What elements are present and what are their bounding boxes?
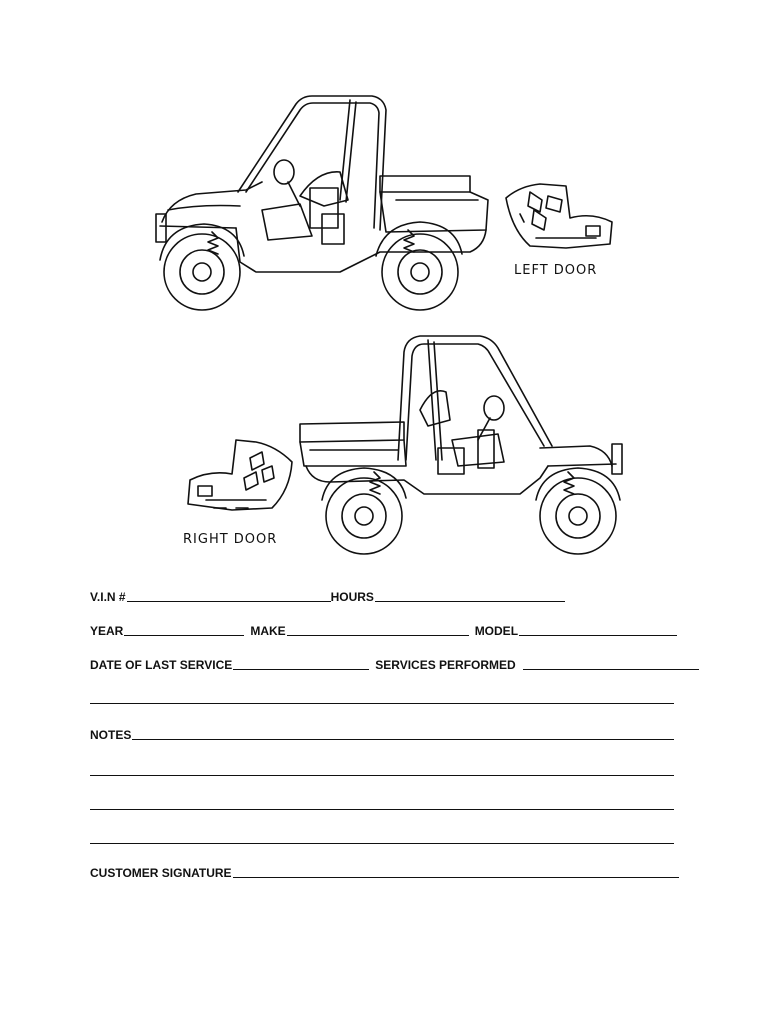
- hours-label: HOURS: [330, 590, 374, 604]
- last-service-field[interactable]: [233, 656, 369, 670]
- services-performed-label: SERVICES PERFORMED: [375, 658, 516, 672]
- model-label: MODEL: [474, 624, 519, 638]
- year-field[interactable]: [124, 622, 244, 636]
- notes-field-2[interactable]: [90, 762, 674, 776]
- make-label: MAKE: [250, 624, 286, 638]
- signature-label: CUSTOMER SIGNATURE: [90, 866, 232, 880]
- services-performed-field[interactable]: [523, 656, 699, 670]
- utv-right-side-view: [300, 336, 622, 554]
- right-door-label: RIGHT DOOR: [183, 532, 278, 547]
- model-field[interactable]: [519, 622, 677, 636]
- hours-field[interactable]: [375, 588, 565, 602]
- services-continuation-field[interactable]: [90, 690, 674, 704]
- vin-label: V.I.N #: [90, 590, 126, 604]
- notes-line-4: [90, 830, 674, 846]
- year-make-model-row: [90, 622, 677, 638]
- notes-row: [90, 726, 674, 742]
- services-continuation-row: [90, 690, 674, 706]
- signature-row: [90, 864, 679, 880]
- notes-line-3: [90, 796, 674, 812]
- vin-hours-row: [90, 588, 565, 604]
- utv-left-side-view: [156, 96, 488, 310]
- last-service-label: DATE OF LAST SERVICE: [90, 658, 233, 672]
- service-row: [90, 656, 699, 672]
- notes-line-2: [90, 762, 674, 778]
- signature-field[interactable]: [233, 864, 679, 878]
- notes-field-3[interactable]: [90, 796, 674, 810]
- left-door-label: LEFT DOOR: [514, 263, 598, 278]
- notes-field-4[interactable]: [90, 830, 674, 844]
- left-door-part: [506, 184, 612, 248]
- make-field[interactable]: [287, 622, 469, 636]
- notes-label: NOTES: [90, 728, 132, 742]
- vin-field[interactable]: [127, 588, 331, 602]
- right-door-part: [188, 440, 292, 510]
- notes-field[interactable]: [132, 726, 674, 740]
- year-label: YEAR: [90, 624, 124, 638]
